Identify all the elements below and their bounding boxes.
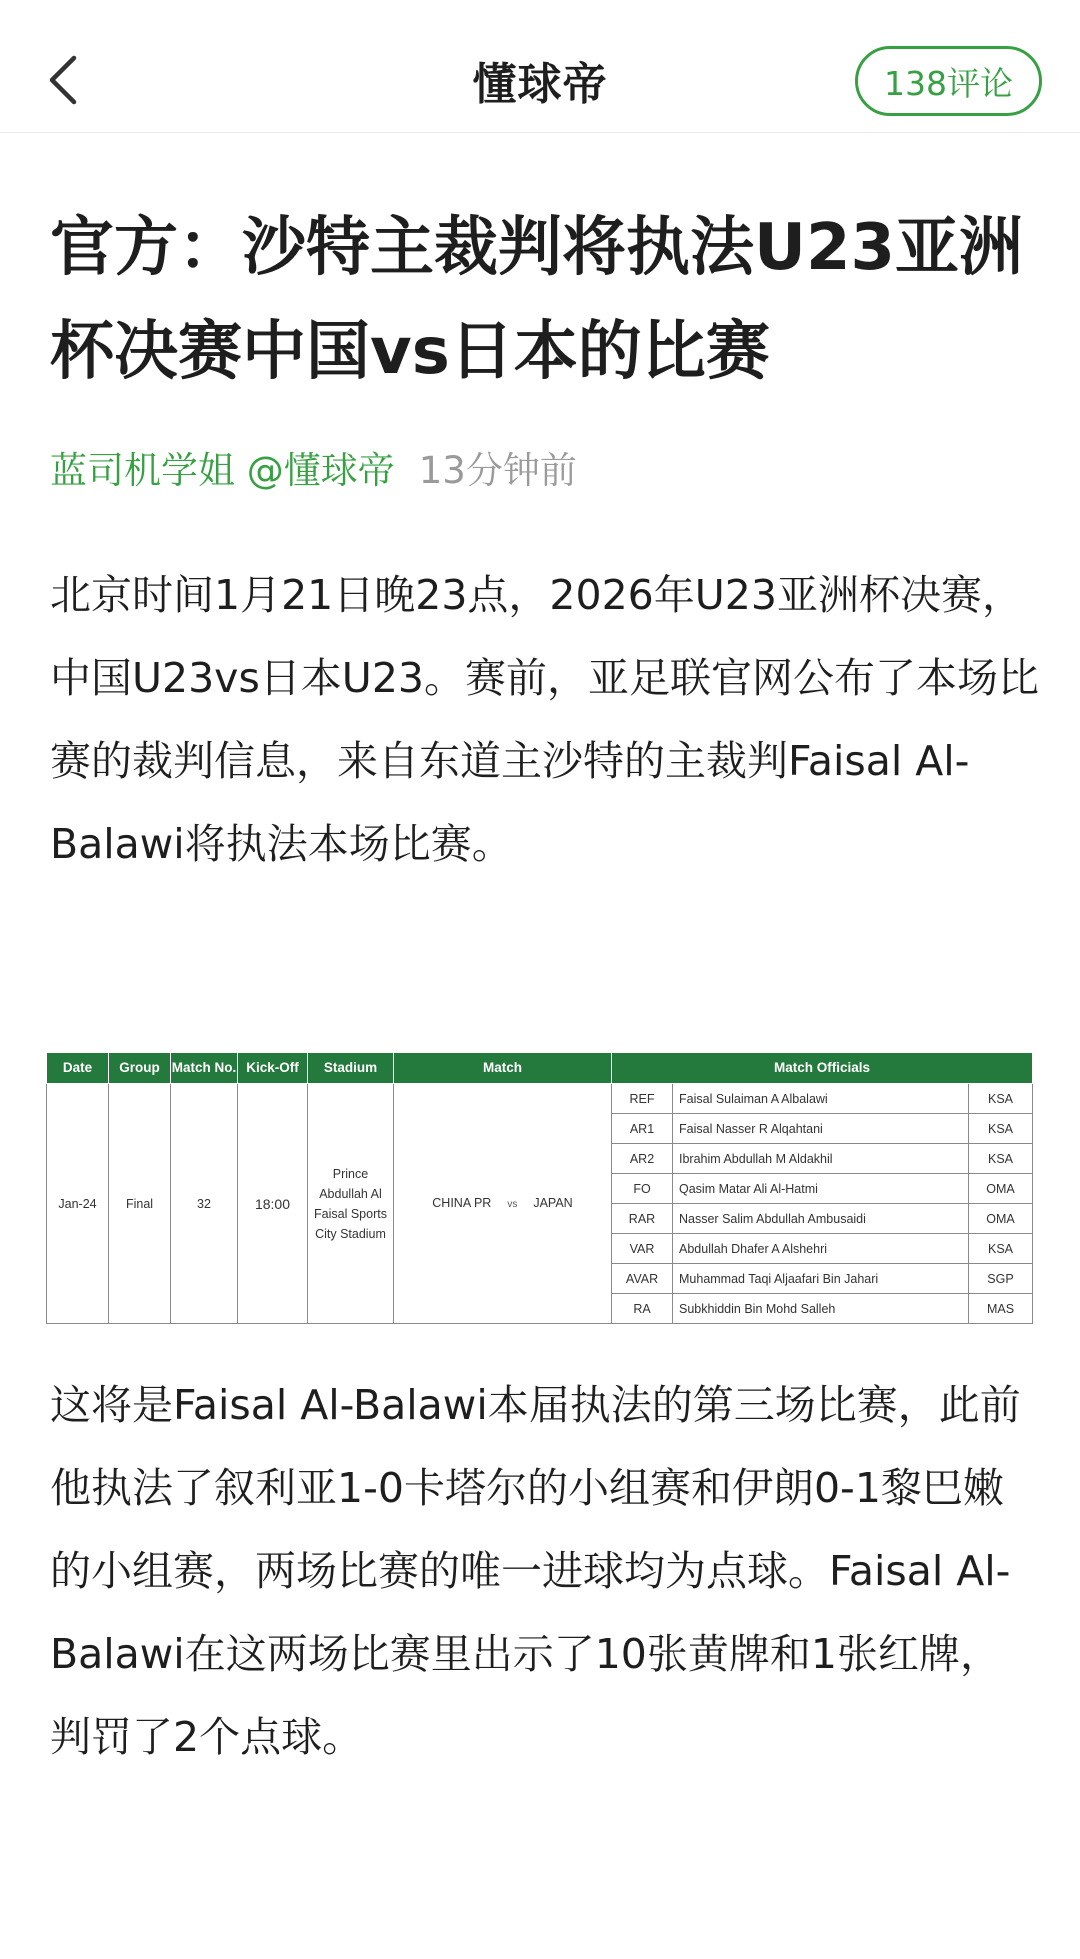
app-title: 懂球帝	[472, 59, 608, 110]
byline	[50, 440, 577, 494]
official-role: RA	[612, 1294, 673, 1324]
header-match-no: Match No.	[171, 1053, 238, 1084]
official-name: Faisal Sulaiman A Albalawi	[673, 1084, 969, 1114]
header-stadium: Stadium	[308, 1053, 394, 1084]
official-name: Abdullah Dhafer A Alshehri	[673, 1234, 969, 1264]
publish-time: 13分钟前	[418, 449, 577, 492]
article-paragraph-1: 北京时间1月21日晚23点，2026年U23亚洲杯决赛，中国U23vs日本U23。赛前，亚足联官网公布了本场比赛的裁判信息，来自东道主沙特的主裁判Faisal Al-Balawi将执法本场比赛。	[50, 571, 1039, 868]
official-country: OMA	[969, 1174, 1033, 1204]
official-name: Faisal Nasser R Alqahtani	[673, 1114, 969, 1144]
header-officials: Match Officials	[612, 1053, 1033, 1084]
official-role: AVAR	[612, 1264, 673, 1294]
header-date: Date	[47, 1053, 109, 1084]
header-match: Match	[394, 1053, 612, 1084]
article-paragraph-2: 这将是Faisal Al-Balawi本届执法的第三场比赛，此前他执法了叙利亚1-0卡塔尔的小组赛和伊朗0-1黎巴嫩的小组赛，两场比赛的唯一进球均为点球。Faisal Al-Balawi在这两场比赛里出示了10张黄牌和1张红牌，判罚了2个点球。	[50, 1381, 1021, 1761]
table-row	[47, 1084, 1033, 1114]
official-role: REF	[612, 1084, 673, 1114]
official-name: Ibrahim Abdullah M Aldakhil	[673, 1144, 969, 1174]
official-role: AR1	[612, 1114, 673, 1144]
home-team: CHINA PR	[432, 1195, 492, 1210]
cell-group: Final	[109, 1084, 171, 1324]
official-country: KSA	[969, 1084, 1033, 1114]
versus-label: vs	[507, 1198, 518, 1210]
header-group: Group	[109, 1053, 171, 1084]
header-kickoff: Kick-Off	[238, 1053, 308, 1084]
official-country: KSA	[969, 1144, 1033, 1174]
official-role: FO	[612, 1174, 673, 1204]
away-team: JAPAN	[533, 1195, 573, 1210]
official-role: RAR	[612, 1204, 673, 1234]
official-country: MAS	[969, 1294, 1033, 1324]
official-name: Nasser Salim Abdullah Ambusaidi	[673, 1204, 969, 1234]
top-navigation-bar	[0, 0, 1080, 133]
official-country: KSA	[969, 1114, 1033, 1144]
table-header-row	[47, 1053, 1033, 1084]
match-officials-table	[46, 1052, 1033, 1324]
article-headline: 官方：沙特主裁判将执法U23亚洲杯决赛中国vs日本的比赛	[50, 211, 1024, 389]
cell-match-no: 32	[171, 1084, 238, 1324]
official-name: Subkhiddin Bin Mohd Salleh	[673, 1294, 969, 1324]
official-name: Qasim Matar Ali Al-Hatmi	[673, 1174, 969, 1204]
official-country: OMA	[969, 1204, 1033, 1234]
cell-kickoff: 18:00	[238, 1084, 308, 1324]
official-role: AR2	[612, 1144, 673, 1174]
official-country: SGP	[969, 1264, 1033, 1294]
official-role: VAR	[612, 1234, 673, 1264]
official-country: KSA	[969, 1234, 1033, 1264]
official-name: Muhammad Taqi Aljaafari Bin Jahari	[673, 1264, 969, 1294]
cell-stadium: Prince Abdullah Al Faisal Sports City Stadium	[308, 1084, 394, 1324]
comments-button[interactable]: 138评论	[855, 46, 1042, 116]
cell-date: Jan-24	[47, 1084, 109, 1324]
cell-match	[394, 1084, 612, 1324]
author-link[interactable]: 蓝司机学姐 @懂球帝	[50, 449, 395, 492]
